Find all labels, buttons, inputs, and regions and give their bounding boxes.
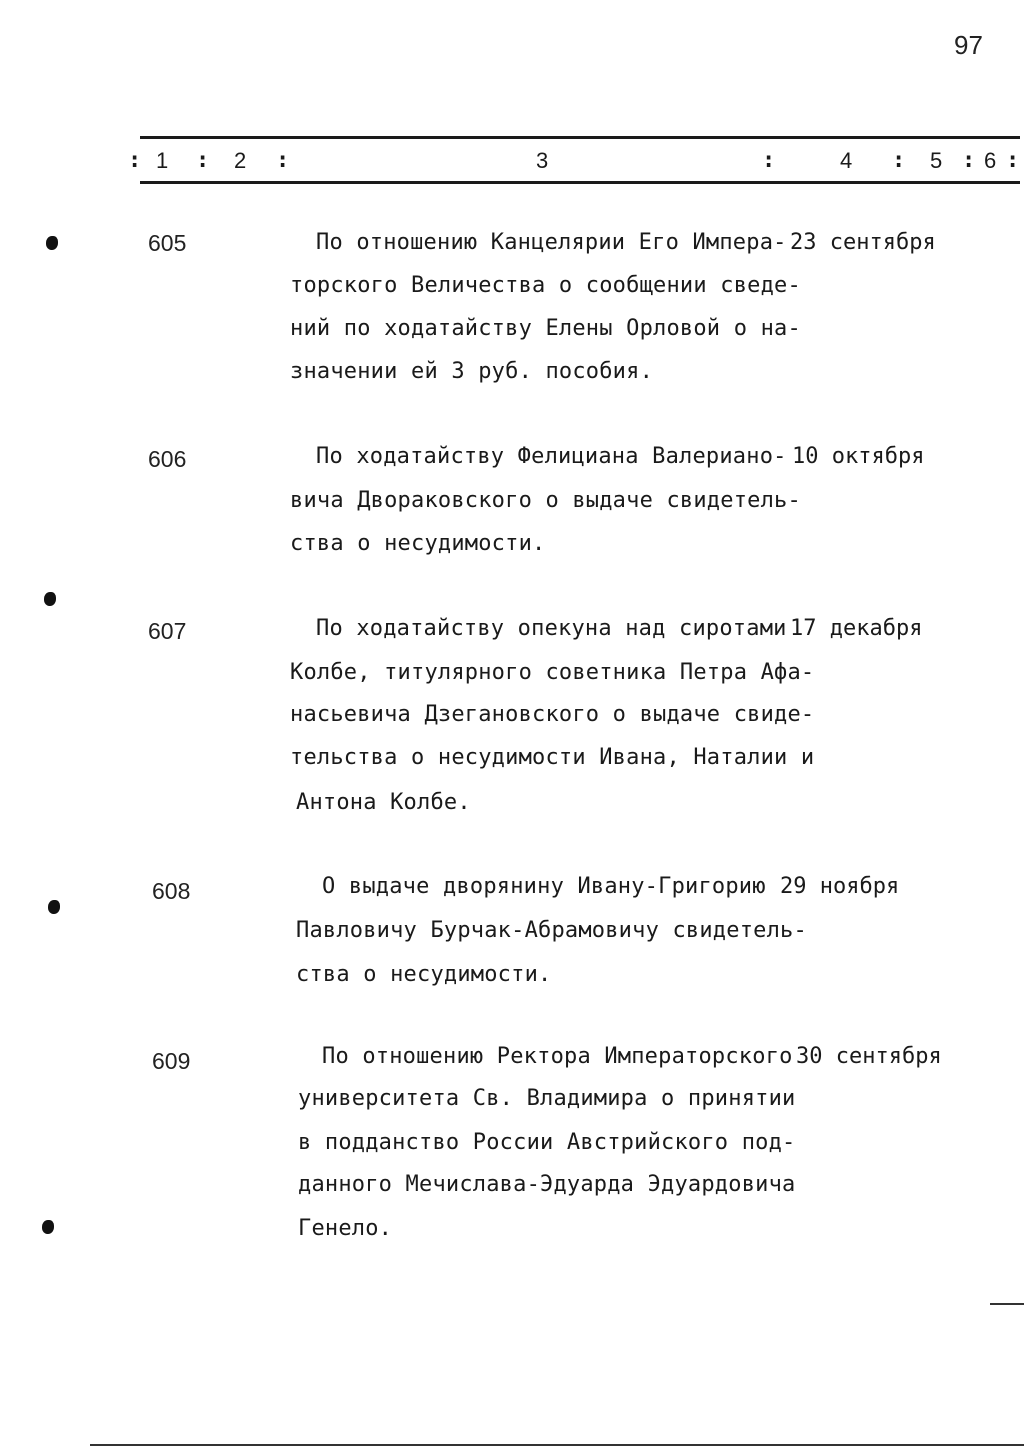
- entry-text-line: Генело.: [298, 1216, 393, 1241]
- column-separator: :: [892, 148, 906, 173]
- punch-hole: [42, 1220, 54, 1234]
- column-separator: :: [1006, 148, 1020, 173]
- punch-hole: [46, 236, 58, 250]
- entry-text-line: насьевича Дзегановского о выдаче свиде-: [290, 702, 815, 727]
- entry-number: 607: [148, 618, 187, 644]
- entry-text-line: По ходатайству опекуна над сиротами: [316, 616, 787, 641]
- entry-number: 608: [152, 878, 191, 904]
- column-separator: :: [196, 148, 210, 173]
- entry-date: 23 сентября: [790, 230, 936, 255]
- page-bottom-edge: [90, 1444, 1024, 1446]
- entry-text-line: По отношению Канцелярии Его Импера-: [316, 230, 787, 255]
- entry-date: 29 ноября: [780, 874, 900, 899]
- entry-date: 17 декабря: [790, 616, 923, 641]
- column-separator: :: [276, 148, 290, 173]
- column-header-2: 2: [234, 148, 247, 173]
- entry-text-line: университета Св. Владимира о принятии: [298, 1086, 796, 1111]
- entry-date: 30 сентября: [796, 1044, 942, 1069]
- header-bottom-rule: [140, 181, 1020, 184]
- entry-text-line: ства о несудимости.: [290, 531, 546, 556]
- entry-number: 609: [152, 1048, 191, 1074]
- entry-text-line: Антона Колбе.: [296, 790, 471, 815]
- entry-text-line: Павловичу Бурчак-Абрамовичу свидетель-: [296, 918, 807, 943]
- entry-text-line: ний по ходатайству Елены Орловой о на-: [290, 316, 801, 341]
- column-separator: :: [128, 148, 142, 173]
- entry-text-line: тельства о несудимости Ивана, Наталии и: [290, 745, 815, 770]
- entry-text-line: По отношению Ректора Императорского: [322, 1044, 793, 1069]
- margin-mark: [990, 1303, 1024, 1305]
- entry-number: 606: [148, 446, 187, 472]
- column-header-5: 5: [930, 148, 943, 173]
- punch-hole: [48, 900, 60, 914]
- entry-date: 10 октября: [792, 444, 925, 469]
- entry-text-line: торского Величества о сообщении сведе-: [290, 273, 801, 298]
- column-separator: :: [962, 148, 976, 173]
- entry-text-line: По ходатайству Фелициана Валериано-: [316, 444, 787, 469]
- page-number: 97: [954, 30, 983, 60]
- entry-text-line: ства о несудимости.: [296, 962, 552, 987]
- entry-text-line: О выдаче дворянину Ивану-Григорию: [322, 874, 766, 899]
- entry-text-line: данного Мечислава-Эдуарда Эдуардовича: [298, 1172, 796, 1197]
- header-top-rule: [140, 136, 1020, 139]
- column-separator: :: [762, 148, 776, 173]
- entry-text-line: вича Двораковского о выдаче свидетель-: [290, 488, 801, 513]
- punch-hole: [44, 592, 56, 606]
- column-header-4: 4: [840, 148, 853, 173]
- entry-text-line: в подданство России Австрийского под-: [298, 1130, 796, 1155]
- entry-text-line: значении ей 3 руб. пособия.: [290, 359, 654, 384]
- entry-text-line: Колбе, титулярного советника Петра Афа-: [290, 660, 815, 685]
- column-header-1: 1: [156, 148, 169, 173]
- column-header-3: 3: [536, 148, 549, 173]
- column-header-6: 6: [984, 148, 997, 173]
- entry-number: 605: [148, 230, 187, 256]
